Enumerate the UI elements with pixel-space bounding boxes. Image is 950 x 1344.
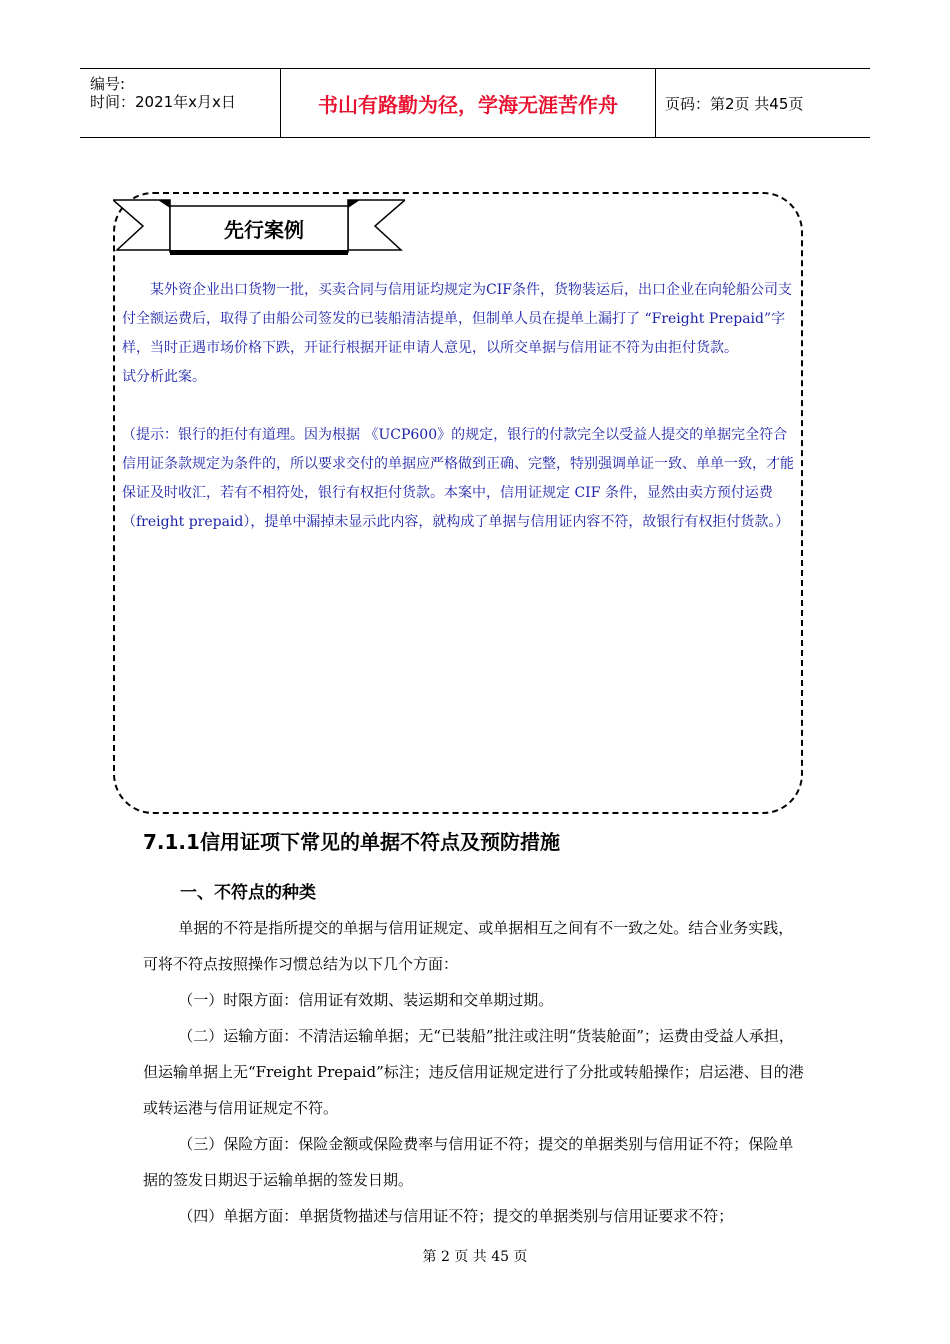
case-question: 试分析此案。 (122, 369, 206, 385)
page-footer: 第 2 页 共 45 页 (422, 1249, 528, 1265)
subsection-heading: 一、不符点的种类 (180, 883, 316, 903)
body-paragraph: （三）保险方面：保险金额或保险费率与信用证不符；提交的单据类别与信用证不符；保险单据的签发日期迟于运输单据的签发日期。 (143, 1135, 794, 1189)
case-paragraph: 某外资企业出口货物一批，买卖合同与信用证均规定为CIF条件，货物装运后，出口企业在向轮船公司支付全额运费后，取得了由船公司签发的已装船清洁提单，但制单人员在提单上漏打了 “Freight Prepaid”字样，当时正遇市场价格下跌，开证行根据开证申请人意见，以所交单据与信用证不符为由拒付货款。 (122, 282, 792, 356)
document-number-label: 编号: (90, 75, 126, 93)
case-hint: （提示：银行的拒付有道理。因为根据 《UCP600》的规定，银行的付款完全以受益人提交的单据完全符合信用证条款规定为条件的，所以要求交付的单据应严格做到正确、完整，特别强调单证一致、单单一致，才能保证及时收汇，若有不相符处，银行有权拒付货款。本案中，信用证规定 CIF 条件，显然由卖方预付运费（freight prepaid），提单中漏掉未显示此内容，就构成了单据与信用证内容不符，故银行有权拒付货款。） (122, 427, 794, 530)
document-time-label: 时间：2021年x月x日 (90, 93, 236, 111)
header-slogan: 书山有路勤为径，学海无涯苦作舟 (280, 69, 656, 137)
case-title: 先行案例 (224, 217, 304, 242)
case-content (122, 276, 798, 537)
header-meta (80, 69, 280, 137)
body-paragraph: （一）时限方面：信用证有效期、装运期和交单期过期。 (178, 991, 554, 1009)
section-body (143, 910, 807, 1234)
body-paragraph: （二）运输方面：不清洁运输单据；无“已装船”批注或注明“货装舱面”；运费由受益人承担，但运输单据上无“Freight Prepaid”标注；违反信用证规定进行了分批或转船操作；启运港、目的港或转运港与信用证规定不符。 (143, 1027, 804, 1117)
page-header (80, 68, 870, 138)
body-paragraph: 单据的不符是指所提交的单据与信用证规定、或单据相互之间有不一致之处。结合业务实践，可将不符点按照操作习惯总结为以下几个方面： (143, 919, 794, 973)
body-paragraph: （四）单据方面：单据货物描述与信用证不符；提交的单据类别与信用证要求不符； (178, 1207, 734, 1225)
header-page-number: 页码：第2页 共45页 (665, 94, 804, 113)
section-heading: 7.1.1信用证项下常见的单据不符点及预防措施 (143, 830, 560, 854)
